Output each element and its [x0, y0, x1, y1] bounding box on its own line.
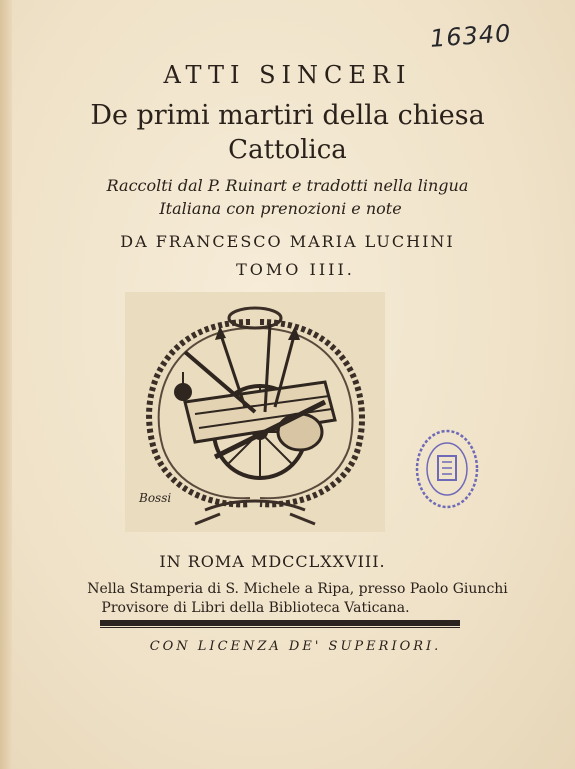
library-stamp — [414, 428, 480, 510]
engraved-vignette — [125, 292, 385, 532]
compiled-by-line-1: Raccolti dal P. Ruinart e tradotti nella lingua — [106, 176, 469, 195]
translator-line: DA FRANCESCO MARIA LUCHINI — [120, 232, 455, 251]
printer-line-2: Provisore di Libri della Biblioteca Vaticana. — [101, 600, 410, 616]
title-line-3: Cattolica — [228, 135, 347, 165]
thin-rule — [100, 627, 460, 628]
title-line-1: ATTI SINCERI — [163, 61, 412, 89]
stamp-seal-icon — [414, 428, 480, 510]
printer-line-1: Nella Stamperia di S. Michele a Ripa, presso Paolo Giunchi — [87, 581, 508, 597]
vignette-illustration — [125, 292, 385, 532]
license-line: CON LICENZA DE' SUPERIORI. — [149, 639, 442, 654]
engraver-signature: Bossi — [139, 491, 172, 505]
handwritten-shelfmark: 16340 — [429, 19, 513, 53]
heavy-rule — [100, 620, 460, 626]
title-line-2: De primi martiri della chiesa — [90, 100, 485, 131]
volume-line: TOMO IIII. — [236, 260, 355, 279]
compiled-by-line-2: Italiana con prenozioni e note — [159, 199, 402, 218]
imprint-place-year: IN ROMA MDCCLXXVIII. — [159, 552, 386, 571]
